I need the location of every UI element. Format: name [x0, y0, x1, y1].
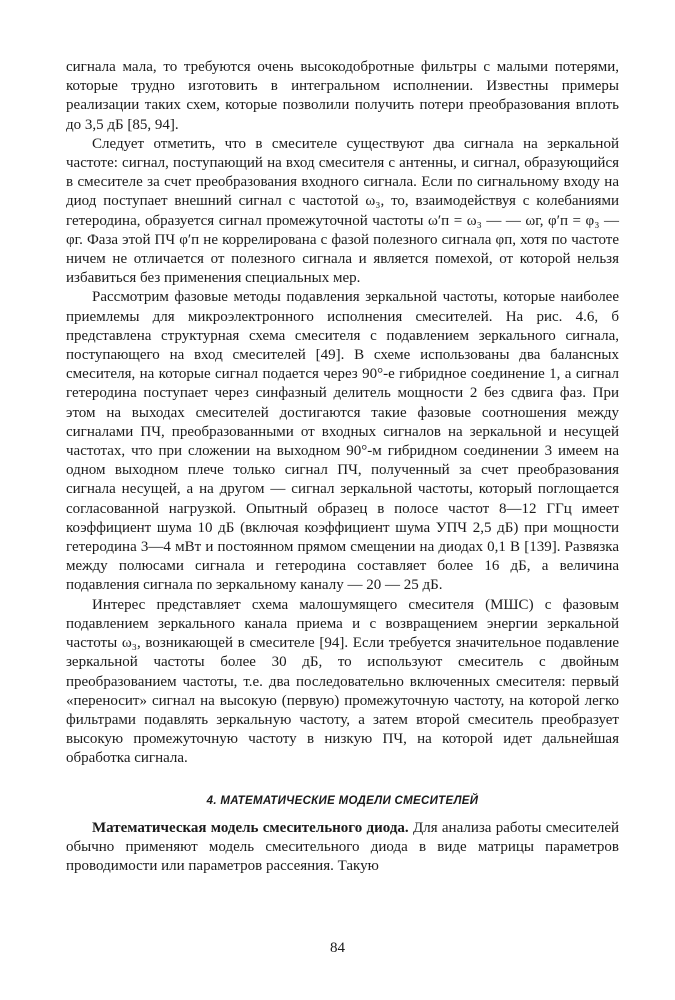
section-heading: 4. МАТЕМАТИЧЕСКИЕ МОДЕЛИ СМЕСИТЕЛЕЙ [206, 794, 479, 807]
paragraph-2: Следует отметить, что в смесителе существуют два сигнала на зеркальной частоте: сигнал, поступающий на вход смесителя с антенны, и сигнал, образующийся в смесителе за счет преобразования входного сигнала. Если по сигнальному входу на диод поступает внешний сигнал с частотой ω₃, то, взаимодействуя с колебаниями гетеродина, образуется сигнал промежуточной частоты ω′п = ω₃ — — ωг, φ′п = φ₃ — φг. Фаза этой ПЧ φ′п не коррелирована с фазой полезного сигнала φп, хотя по частоте ничем не отличается от полезного сигнала и является помехой, от которой нельзя избавиться без применения специальных мер. [66, 135, 619, 287]
paragraph-5 [66, 819, 619, 877]
paragraph-4: Интерес представляет схема малошумящего смесителя (МШС) с фазовым подавлением зеркального канала приема и с возвращением энергии зеркальной частоты ω₃, возникающей в смесителе [94]. Если требуется значительное подавление зеркальной частоты более 30 дБ, то используют смеситель с двойным преобразованием частоты, т.е. два последовательно включенных смесителя: первый «переносит» сигнал на высокую (первую) промежуточную частоту, на которой легко фильтрами подавлять зеркальную частоту, а затем второй смеситель преобразует высокую промежуточную частоту в низкую ПЧ, на которой идет дальнейшая обработка сигнала. [66, 596, 619, 767]
page-body [66, 58, 619, 876]
paragraph-3: Рассмотрим фазовые методы подавления зеркальной частоты, которые наиболее приемлемы для микроэлектронного исполнения смесителей. На рис. 4.6, б представлена структурная схема смесителя с подавлением зеркального сигнала, поступающего на вход смесителей [49]. В схеме использованы два балансных смесителя, на которые сигнал подается через 90°-е гибридное соединение 1, а сигнал гетеродина поступает через синфазный делитель мощности 2 без сдвига фаз. При этом на выходах смесителей достигаются такие фазовые соотношения между сигналами ПЧ, преобразованными от входных сигналов на зеркальной и несущей частотах, что при сложении на выходном 90°-м гибридном соединении 3 имеем на одном выходном плече только сигнал ПЧ, полученный за счет преобразования сигнала несущей, а на другом — сигнал зеркальной частоты, который поглощается согласованной нагрузкой. Опытный образец в полосе частот 8—12 ГГц имеет коэффициент шума 10 дБ (включая коэффициент шума УПЧ 2,5 дБ) при мощности гетеродина 3—4 мВт и постоянном прямом смещении на диодах 0,1 В [139]. Развязка между полюсами сигнала и гетеродина составляет более 16 дБ, а величина подавления сигнала по зеркальному каналу — 20 — 25 дБ. [66, 289, 619, 594]
run-in-heading: Математическая модель смесительного диода. [92, 819, 409, 836]
paragraph-1: сигнала мала, то требуются очень высокодобротные фильтры с малыми потерями, которые трудно изготовить в интегральном исполнении. Известны примеры реализации таких схем, которые позволили получить потери преобразования вплоть до 3,5 дБ [85, 94]. [66, 59, 619, 133]
page-number: 84 [330, 940, 345, 956]
paragraph-5-text: Для анализа работы смесителей обычно применяют модель смесительного диода в виде матрицы параметров проводимости или параметров рассеяния. Такую [66, 819, 620, 874]
